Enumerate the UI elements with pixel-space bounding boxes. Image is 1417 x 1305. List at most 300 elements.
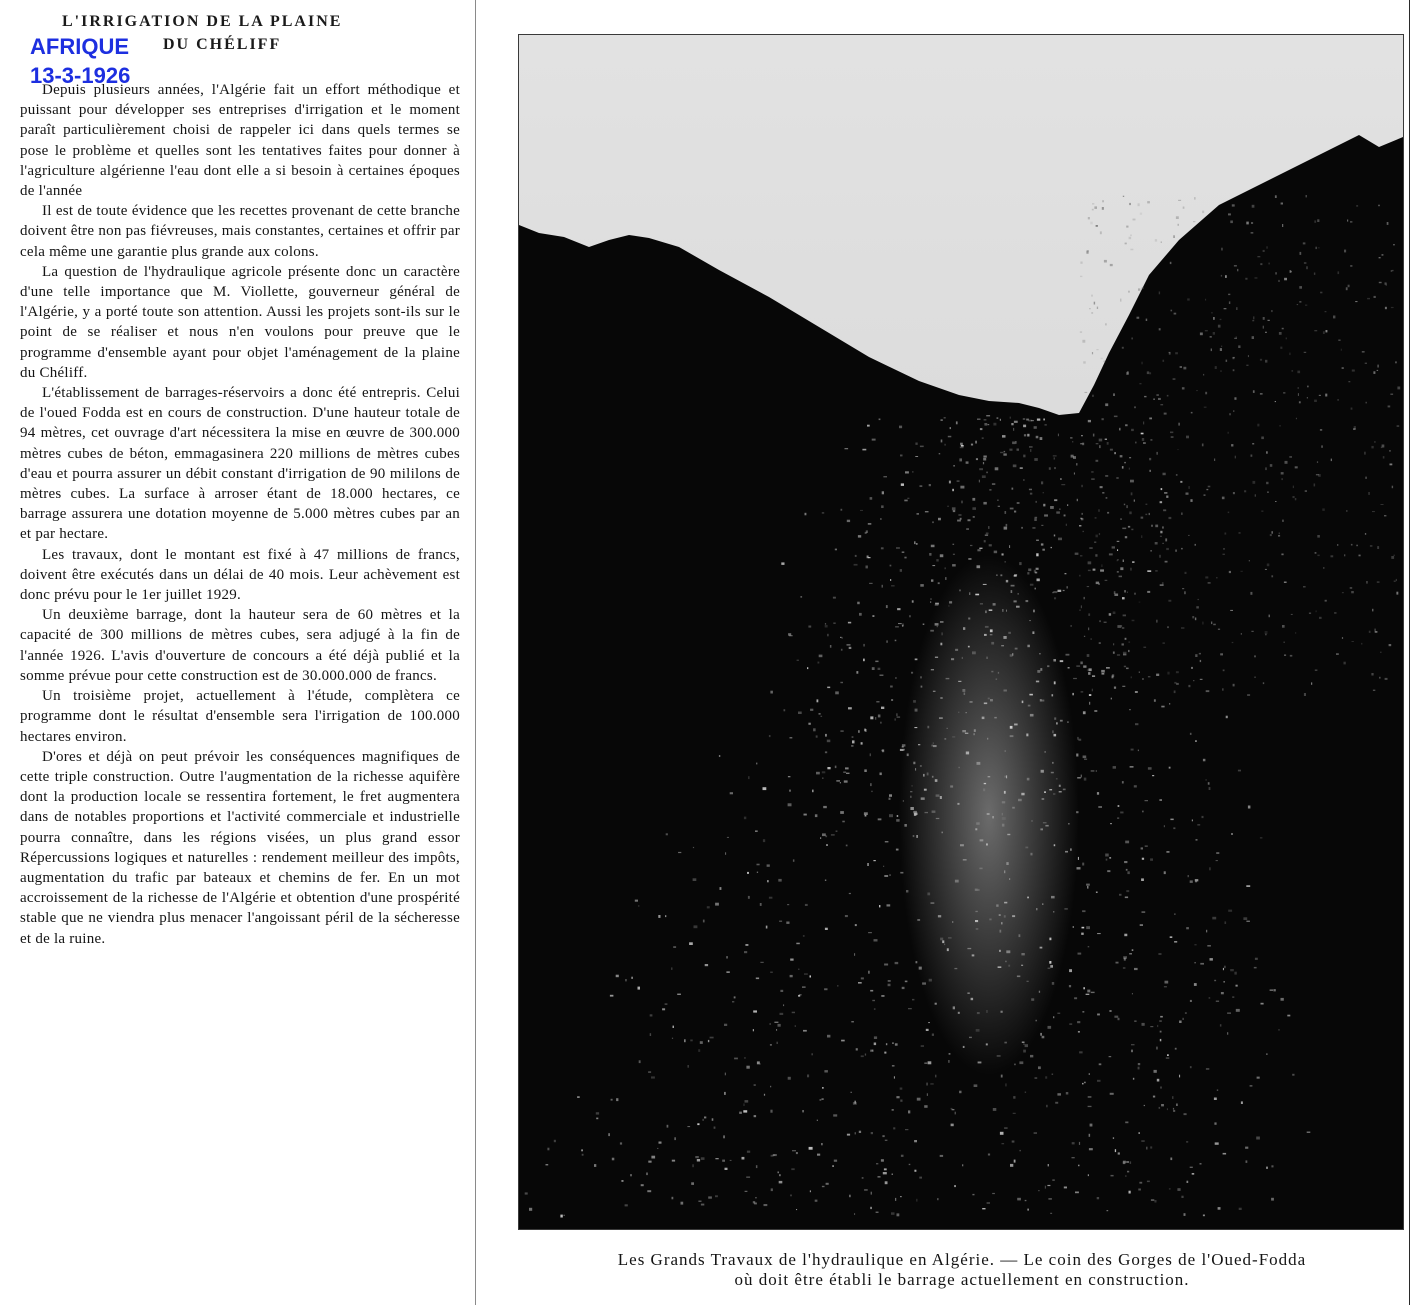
rock-speck [874, 939, 878, 941]
rock-speck [980, 603, 983, 604]
rock-speck [878, 715, 881, 718]
rock-speck [1378, 205, 1379, 207]
rock-speck [1123, 652, 1127, 653]
rock-speck [1165, 561, 1168, 563]
rock-speck [1158, 398, 1161, 400]
rock-speck [1206, 690, 1210, 692]
rock-speck [974, 1084, 978, 1087]
rock-speck [726, 971, 729, 973]
rock-speck [882, 491, 884, 494]
rock-speck [1004, 791, 1006, 794]
rock-speck [1043, 419, 1045, 421]
rock-speck [657, 1148, 658, 1149]
rock-speck [1341, 349, 1342, 351]
rock-speck [884, 1168, 887, 1170]
rock-speck [1165, 538, 1167, 541]
rock-speck [910, 807, 914, 810]
rock-speck [807, 1075, 809, 1078]
rock-speck [732, 1001, 734, 1003]
rock-speck [1036, 540, 1039, 541]
rock-speck [1246, 365, 1248, 366]
rock-speck [1351, 591, 1354, 593]
rock-speck [1092, 209, 1094, 211]
rock-speck [895, 718, 896, 720]
rock-speck [1135, 691, 1138, 693]
rock-speck [769, 897, 773, 899]
rock-speck [979, 868, 982, 870]
rock-speck [889, 794, 892, 797]
rock-speck [1325, 311, 1327, 312]
rock-speck [1022, 701, 1024, 704]
rock-speck [1180, 366, 1182, 368]
rock-speck [1186, 1141, 1188, 1142]
rock-speck [930, 630, 934, 632]
rock-speck [690, 1040, 692, 1042]
rock-speck [1174, 913, 1175, 915]
rock-speck [957, 520, 961, 522]
rock-speck [1081, 775, 1082, 778]
rock-speck [1120, 518, 1122, 519]
rock-speck [1212, 917, 1216, 920]
rock-speck [840, 682, 843, 683]
rock-speck [697, 1123, 699, 1125]
rock-speck [1111, 698, 1112, 700]
rock-speck [884, 875, 888, 877]
rock-speck [1260, 393, 1263, 395]
rock-speck [1066, 654, 1070, 656]
rock-speck [1178, 200, 1181, 201]
rock-speck [983, 789, 985, 792]
rock-speck [1034, 426, 1037, 429]
rock-speck [1265, 569, 1267, 570]
rock-speck [911, 785, 912, 787]
rock-speck [1141, 535, 1142, 538]
rock-speck [803, 935, 805, 936]
rock-speck [905, 1129, 908, 1130]
rock-speck [1326, 330, 1328, 332]
rock-speck [1383, 456, 1385, 458]
rock-speck [797, 660, 799, 661]
rock-speck [708, 1040, 709, 1042]
rock-speck [1067, 721, 1068, 722]
rock-speck [1220, 348, 1222, 351]
rock-speck [1377, 365, 1378, 368]
rock-speck [992, 484, 995, 485]
rock-speck [1218, 629, 1220, 630]
rock-speck [688, 1065, 689, 1068]
rock-speck [1377, 370, 1379, 371]
rock-speck [1014, 724, 1018, 726]
rock-speck [1040, 699, 1042, 702]
rock-speck [1082, 927, 1085, 929]
rock-speck [1049, 938, 1051, 941]
rock-speck [725, 1073, 726, 1076]
rock-speck [1130, 1161, 1131, 1164]
rock-speck [672, 1197, 674, 1200]
rock-speck [1344, 250, 1346, 253]
rock-speck [1026, 734, 1028, 737]
rock-speck [997, 1055, 1001, 1057]
rock-speck [1129, 237, 1132, 239]
rock-speck [1050, 1213, 1052, 1214]
rock-speck [1230, 969, 1234, 971]
rock-speck [1190, 1167, 1193, 1168]
rock-speck [940, 796, 942, 799]
rock-speck [983, 584, 987, 585]
rock-speck [919, 1177, 922, 1179]
rock-speck [896, 713, 897, 716]
rock-speck [1091, 992, 1095, 993]
rock-speck [938, 915, 941, 917]
rock-speck [1077, 737, 1079, 740]
rock-speck [1392, 486, 1393, 489]
rock-speck [882, 1135, 884, 1137]
rock-speck [1105, 403, 1108, 406]
rock-speck [846, 845, 848, 847]
rock-speck [1253, 481, 1256, 484]
rock-speck [890, 686, 893, 688]
rock-speck [1305, 491, 1307, 492]
rock-speck [1267, 491, 1269, 493]
rock-speck [1018, 593, 1019, 595]
rock-speck [1065, 573, 1067, 574]
rock-speck [1074, 997, 1077, 999]
photo-caption-line-1: Les Grands Travaux de l'hydraulique en Algérie. — Le coin des Gorges de l'Oued-Fodda [617, 1250, 1307, 1269]
rock-speck [1073, 678, 1077, 679]
rock-speck [1182, 588, 1184, 589]
rock-speck [965, 733, 968, 734]
rock-speck [1138, 750, 1139, 752]
rock-speck [1169, 1188, 1171, 1189]
rock-speck [854, 953, 855, 956]
rock-speck [766, 926, 768, 929]
rock-speck [1095, 517, 1097, 519]
rock-speck [1344, 662, 1346, 665]
rock-speck [867, 863, 869, 866]
rock-speck [1194, 197, 1195, 200]
rock-speck [856, 671, 858, 674]
rock-speck [1214, 1122, 1216, 1124]
rock-speck [1114, 591, 1116, 594]
rock-speck [966, 461, 969, 463]
rock-speck [1141, 433, 1144, 435]
rock-speck [878, 818, 882, 820]
rock-speck [1041, 525, 1043, 526]
rock-speck [884, 1052, 886, 1054]
rock-speck [1105, 475, 1108, 476]
rock-speck [855, 555, 857, 557]
rock-speck [895, 677, 897, 679]
rock-speck [1230, 610, 1233, 611]
rock-speck [1081, 513, 1083, 515]
rock-speck [1014, 574, 1017, 575]
rock-speck [1382, 254, 1384, 256]
rock-speck [840, 811, 844, 814]
rock-speck [1106, 667, 1110, 669]
rock-speck [1161, 1104, 1164, 1106]
rock-speck [870, 753, 871, 756]
rock-speck [1200, 679, 1203, 680]
rock-speck [1102, 673, 1105, 675]
rock-speck [1209, 997, 1211, 998]
rock-speck [1097, 933, 1101, 934]
rock-speck [870, 716, 873, 719]
rock-speck [975, 594, 979, 596]
rock-speck [1215, 1142, 1219, 1144]
rock-speck [1190, 499, 1192, 502]
rock-speck [1025, 1044, 1028, 1047]
rock-speck [1002, 435, 1006, 438]
rock-speck [1275, 501, 1276, 502]
rock-speck [764, 1094, 765, 1096]
rock-speck [815, 814, 818, 817]
rock-speck [1293, 496, 1295, 498]
rock-speck [787, 904, 789, 905]
rock-speck [1147, 570, 1151, 572]
rock-speck [888, 980, 891, 981]
rock-speck [1099, 620, 1101, 622]
rock-speck [1104, 361, 1106, 363]
rock-speck [1389, 644, 1392, 646]
rock-speck [1150, 1026, 1153, 1027]
rock-speck [1054, 457, 1055, 459]
rock-speck [907, 754, 909, 757]
rock-speck [1266, 482, 1268, 484]
rock-speck [1106, 859, 1108, 861]
rock-speck [1270, 990, 1273, 991]
rock-speck [1263, 250, 1265, 252]
rock-speck [949, 601, 952, 603]
rock-speck [921, 797, 925, 800]
rock-speck [744, 1103, 745, 1106]
rock-speck [989, 489, 991, 491]
rock-speck [1161, 706, 1164, 708]
rock-speck [1119, 894, 1122, 896]
rock-speck [1151, 525, 1152, 527]
rock-speck [1169, 517, 1172, 519]
rock-speck [883, 476, 887, 477]
rock-speck [826, 1183, 829, 1185]
rock-speck [1150, 439, 1152, 441]
rock-speck [1010, 417, 1011, 419]
rock-speck [990, 634, 993, 635]
rock-speck [777, 1042, 778, 1044]
rock-speck [1151, 1199, 1154, 1200]
rock-speck [1056, 511, 1060, 513]
rock-speck [1009, 545, 1010, 548]
rock-speck [917, 1098, 921, 1101]
rock-speck [1113, 612, 1116, 615]
rock-speck [757, 872, 758, 873]
rock-speck [976, 1029, 980, 1032]
rock-speck [1282, 328, 1284, 330]
rock-speck [662, 1008, 665, 1010]
rock-speck [625, 1204, 628, 1206]
rock-speck [1048, 1198, 1052, 1200]
rock-speck [1272, 531, 1273, 534]
rock-speck [1139, 383, 1141, 384]
rock-speck [933, 745, 937, 747]
rock-speck [1211, 349, 1212, 352]
rock-speck [1141, 517, 1144, 519]
rock-speck [1190, 1000, 1192, 1002]
rock-speck [1137, 317, 1140, 319]
rock-speck [916, 1199, 917, 1202]
rock-speck [931, 579, 933, 581]
rock-speck [879, 419, 881, 421]
rock-speck [1173, 379, 1176, 380]
rock-speck [962, 1164, 963, 1166]
rock-speck [1139, 671, 1140, 673]
rock-speck [995, 467, 999, 470]
rock-speck [1162, 526, 1164, 528]
rock-speck [986, 533, 989, 535]
rock-speck [1078, 739, 1081, 741]
rock-speck [1307, 1132, 1311, 1134]
rock-speck [1079, 1051, 1083, 1053]
rock-speck [1145, 514, 1147, 515]
rock-speck [770, 972, 773, 974]
rock-speck [1051, 772, 1054, 774]
rock-speck [841, 649, 843, 651]
rock-speck [1226, 360, 1228, 362]
rock-speck [833, 597, 836, 599]
rock-speck [969, 592, 970, 595]
rock-speck [1065, 851, 1068, 853]
rock-speck [1098, 583, 1100, 585]
rock-speck [975, 441, 977, 444]
rock-speck [1059, 791, 1062, 793]
rock-speck [1251, 455, 1253, 457]
rock-speck [914, 1140, 917, 1142]
rock-speck [1230, 221, 1233, 224]
rock-speck [963, 627, 965, 630]
rock-speck [715, 1158, 718, 1159]
rock-speck [1185, 572, 1187, 574]
rock-speck [1221, 370, 1222, 372]
rock-speck [1167, 1108, 1168, 1110]
rock-speck [947, 728, 948, 729]
rock-speck [1118, 805, 1120, 807]
rock-speck [1223, 554, 1225, 555]
rock-speck [1282, 520, 1284, 522]
rock-speck [1187, 1181, 1189, 1183]
rock-speck [946, 678, 950, 679]
rock-speck [1347, 220, 1348, 222]
rock-speck [1099, 533, 1100, 535]
rock-speck [1082, 910, 1085, 912]
rock-speck [1010, 654, 1013, 656]
rock-speck [953, 1006, 955, 1009]
rock-speck [1012, 807, 1015, 809]
rock-speck [1113, 1137, 1114, 1139]
rock-speck [1319, 395, 1321, 396]
rock-speck [1052, 592, 1054, 593]
rock-speck [976, 928, 979, 929]
rock-speck [1125, 841, 1129, 844]
rock-speck [1338, 271, 1340, 274]
rock-speck [906, 890, 908, 893]
rock-speck [1009, 449, 1012, 451]
rock-speck [1004, 527, 1008, 530]
rock-speck [990, 629, 993, 632]
rock-speck [1054, 467, 1055, 469]
rock-speck [788, 633, 791, 636]
rock-speck [935, 604, 939, 606]
rock-speck [788, 776, 791, 777]
rock-speck [1362, 351, 1365, 353]
archive-stamp-date: 13-3-1926 [30, 63, 131, 88]
rock-speck [1133, 1078, 1134, 1080]
rock-speck [971, 998, 974, 1000]
rock-speck [1396, 592, 1398, 595]
rock-speck [748, 776, 749, 779]
rock-speck [996, 574, 997, 576]
rock-speck [1229, 301, 1230, 304]
rock-speck [693, 847, 694, 848]
rock-speck [1246, 885, 1250, 887]
rock-speck [698, 1201, 701, 1202]
rock-speck [964, 693, 966, 696]
rock-speck [756, 763, 757, 765]
rock-speck [866, 566, 868, 569]
rock-speck [1124, 666, 1126, 668]
rock-speck [929, 484, 931, 486]
rock-speck [1099, 445, 1101, 448]
rock-speck [915, 768, 916, 771]
rock-speck [790, 975, 793, 977]
rock-speck [1107, 512, 1109, 514]
rock-speck [914, 1170, 916, 1172]
rock-speck [1254, 677, 1256, 679]
rock-speck [1350, 221, 1352, 222]
rock-speck [979, 480, 980, 483]
rock-speck [984, 540, 986, 542]
rock-speck [767, 864, 770, 866]
rock-speck [912, 471, 913, 472]
rock-speck [1191, 412, 1193, 414]
rock-speck [949, 1053, 951, 1054]
rock-speck [1218, 1207, 1221, 1210]
rock-speck [972, 651, 976, 654]
rock-speck [1061, 484, 1065, 485]
rock-speck [888, 984, 891, 987]
rock-speck [800, 596, 802, 597]
rock-speck [1043, 492, 1044, 493]
rock-speck [1017, 1198, 1021, 1201]
rock-speck [861, 977, 864, 979]
rock-speck [1239, 1208, 1242, 1210]
rock-speck [985, 626, 989, 628]
rock-speck [774, 1022, 778, 1023]
rock-speck [879, 905, 880, 907]
rock-speck [944, 738, 946, 740]
rock-speck [1027, 778, 1030, 781]
rock-speck [1275, 195, 1277, 198]
rock-speck [820, 1099, 822, 1100]
rock-speck [1119, 429, 1120, 431]
rock-speck [1175, 352, 1178, 354]
rock-speck [1138, 1067, 1140, 1070]
rock-speck [998, 967, 1002, 968]
rock-speck [1083, 665, 1086, 667]
rock-speck [1110, 823, 1112, 824]
rock-speck [973, 516, 975, 518]
rock-speck [1176, 1104, 1178, 1107]
rock-speck [1088, 420, 1091, 422]
rock-speck [868, 971, 870, 974]
rock-speck [1214, 459, 1215, 462]
